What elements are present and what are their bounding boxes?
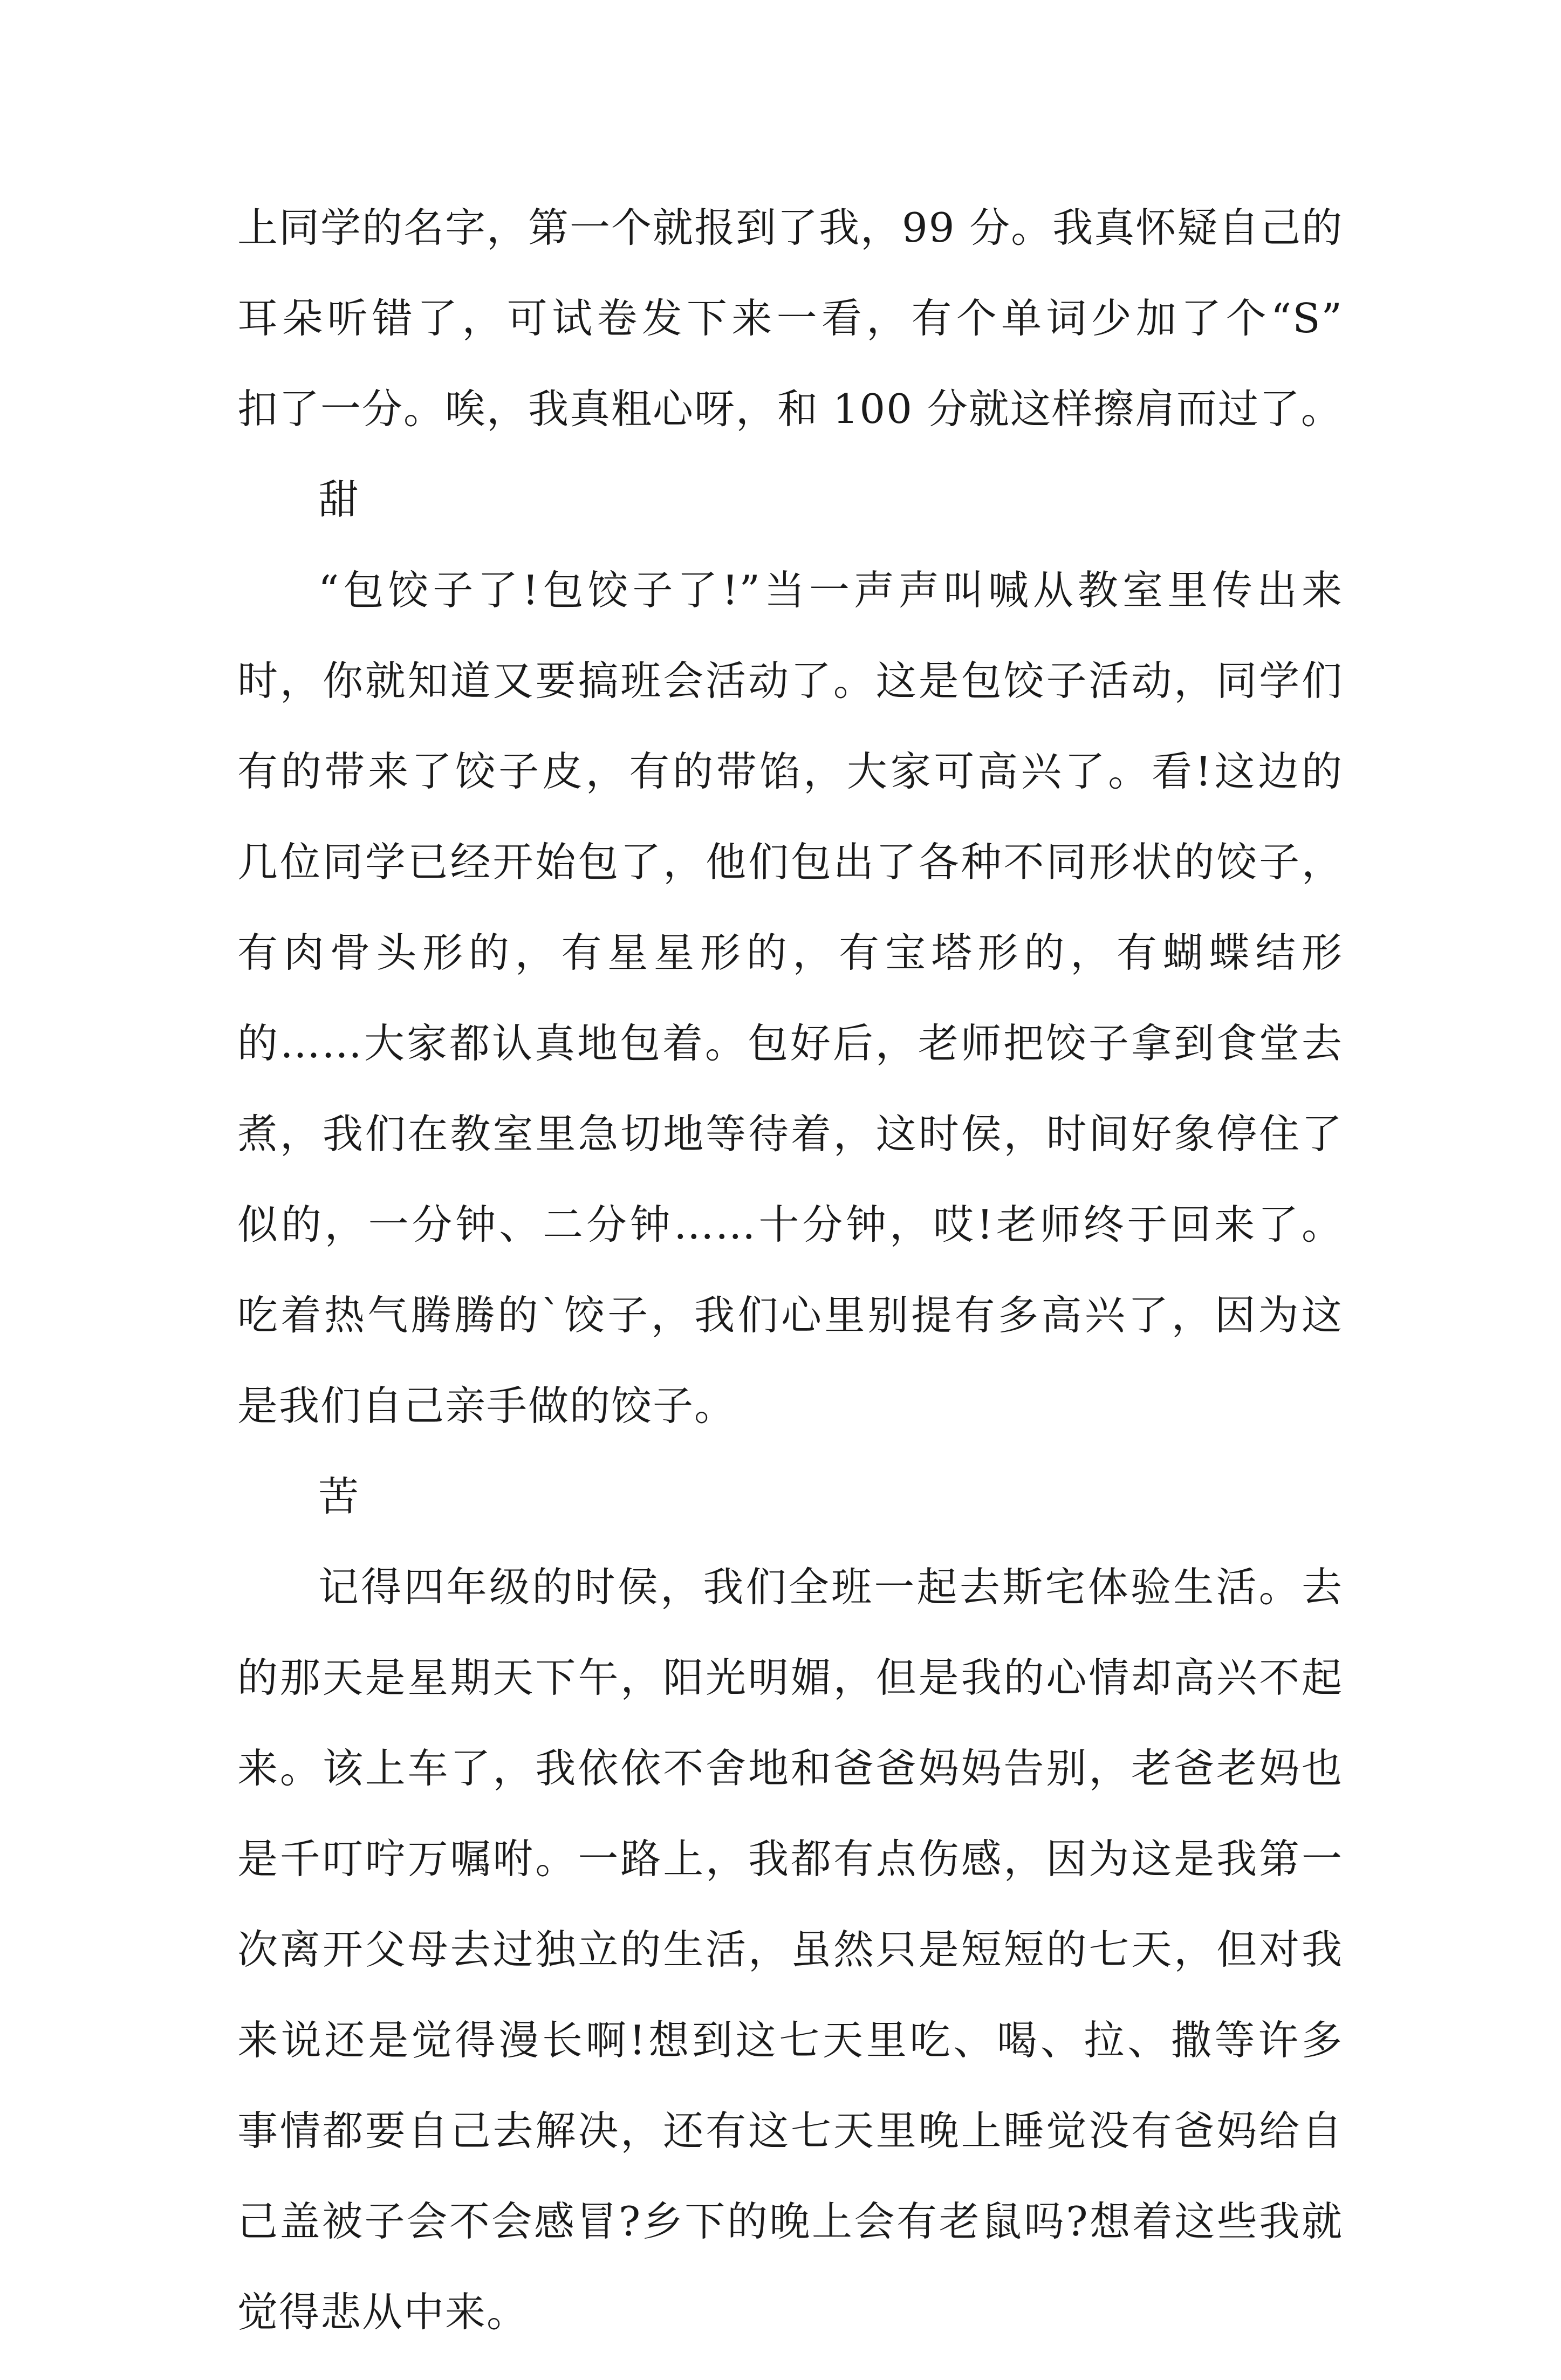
paragraph-intro xyxy=(237,205,1343,432)
paragraph-bitter xyxy=(237,1564,1343,2335)
text-line: 的那天是星期天下午，阳光明媚，但是我的心情却高兴不起 xyxy=(237,1654,1343,1701)
text-line: 吃着热气腾腾的`饺子，我们心里别提有多高兴了，因为这 xyxy=(237,1291,1343,1339)
text-line: 的……大家都认真地包着。包好后，老师把饺子拿到食堂去 xyxy=(237,1020,1343,1067)
text-line: 上同学的名字，第一个就报到了我，99 分。我真怀疑自己的 xyxy=(237,204,1344,251)
text-line: 似的，一分钟、二分钟……十分钟，哎!老师终于回来了。 xyxy=(237,1201,1343,1248)
section-heading-sweet: 甜 xyxy=(318,476,359,523)
text-line: 是千叮咛万嘱咐。一路上，我都有点伤感，因为这是我第一 xyxy=(237,1835,1343,1883)
text-line: 来说还是觉得漫长啊!想到这七天里吃、喝、拉、撒等许多 xyxy=(237,2016,1343,2064)
text-line: 有肉骨头形的，有星星形的，有宝塔形的，有蝴蝶结形 xyxy=(237,929,1343,976)
text-line: 事情都要自己去解决，还有这七天里晚上睡觉没有爸妈给自 xyxy=(237,2107,1343,2155)
text-line: 耳朵听错了，可试卷发下来一看，有个单词少加了个“S” xyxy=(237,295,1343,342)
text-line: 是我们自己亲手做的饺子。 xyxy=(237,1382,736,1430)
text-line: 煮，我们在教室里急切地等待着，这时侯，时间好象停住了 xyxy=(237,1110,1343,1158)
text-line: 有的带来了饺子皮，有的带馅，大家可高兴了。看!这边的 xyxy=(237,748,1343,795)
text-line: 时，你就知道又要搞班会活动了。这是包饺子活动，同学们 xyxy=(237,657,1343,705)
text-line: “包饺子了!包饺子了!”当一声声叫喊从教室里传出来 xyxy=(318,566,1343,614)
text-line: 几位同学已经开始包了，他们包出了各种不同形状的饺子， xyxy=(237,838,1343,886)
text-line: 扣了一分。唉，我真粗心呀，和 100 分就这样擦肩而过了。 xyxy=(237,385,1343,433)
text-line: 次离开父母去过独立的生活，虽然只是短短的七天，但对我 xyxy=(237,1926,1343,1973)
section-heading-bitter: 苦 xyxy=(318,1473,359,1520)
text-line: 来。该上车了，我依依不舍地和爸爸妈妈告别，老爸老妈也 xyxy=(237,1745,1343,1792)
document-body xyxy=(237,205,1343,2380)
text-line: 己盖被子会不会感冒?乡下的晚上会有老鼠吗?想着这些我就 xyxy=(237,2198,1343,2245)
text-line: 觉得悲从中来。 xyxy=(237,2288,529,2336)
paragraph-sweet xyxy=(237,567,1343,1428)
text-line: 记得四年级的时侯，我们全班一起去斯宅体验生活。去 xyxy=(318,1563,1343,1611)
